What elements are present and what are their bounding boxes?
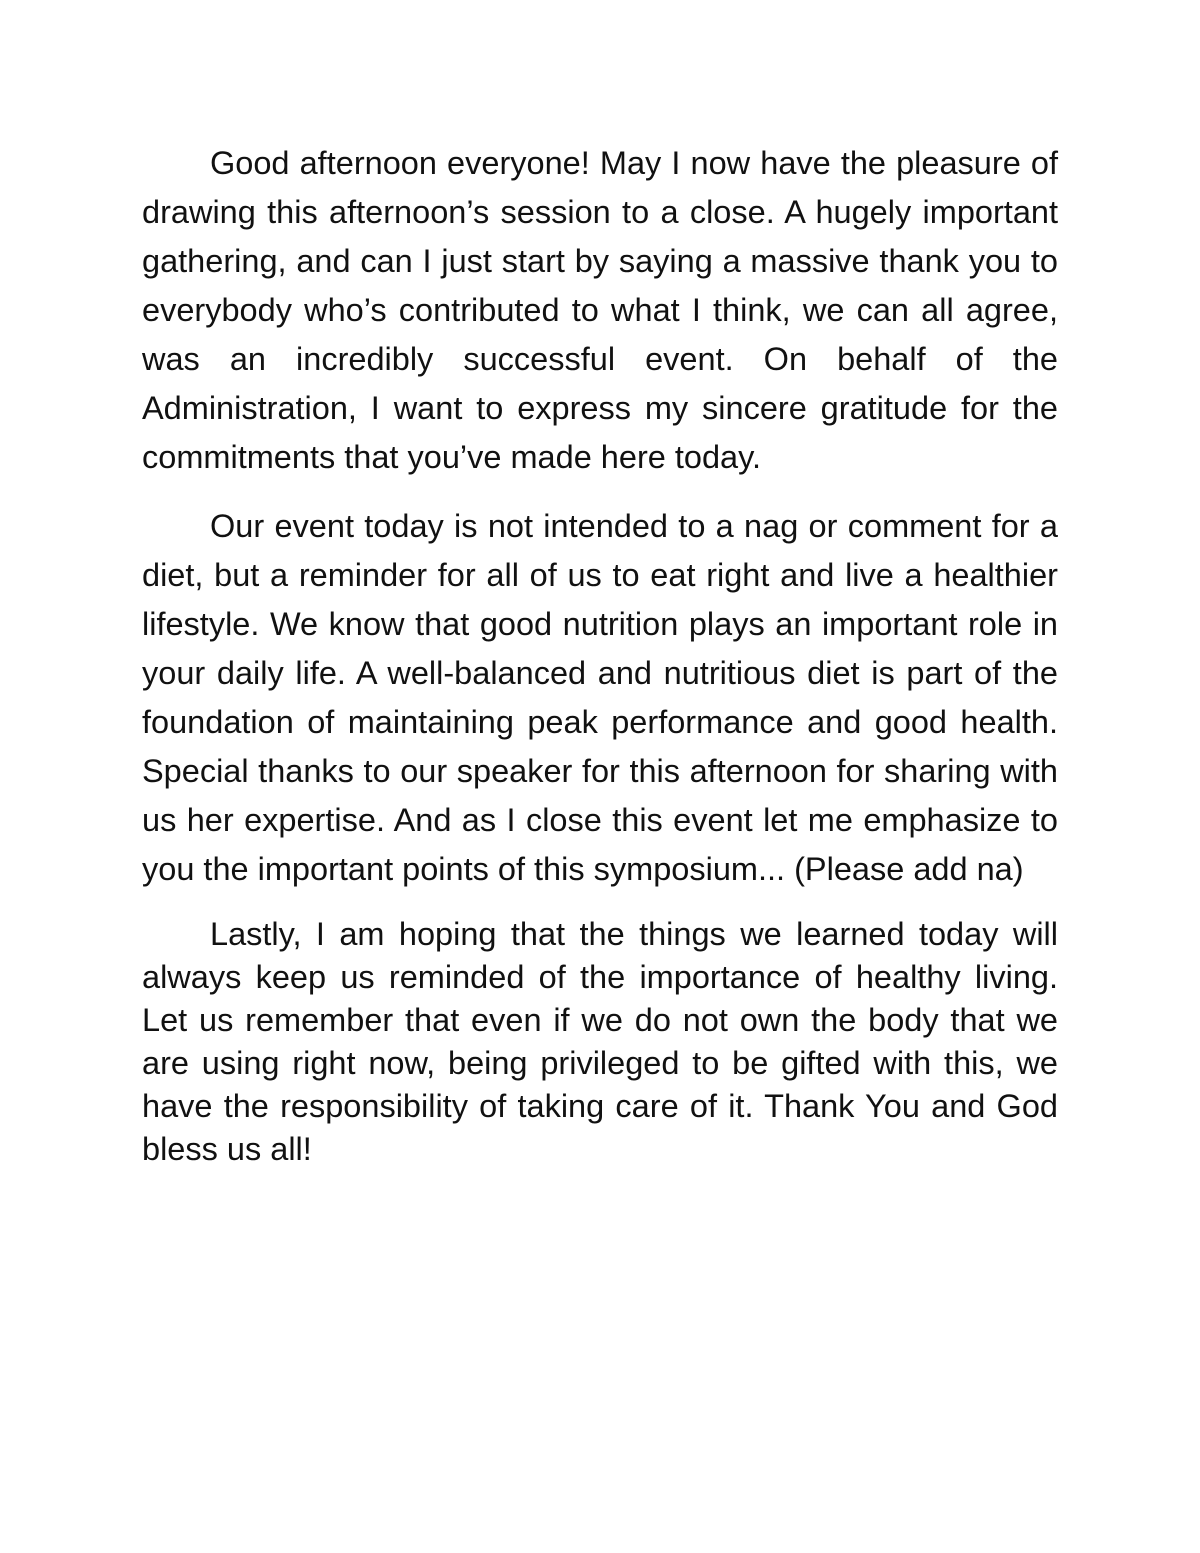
paragraph-closing: Lastly, I am hoping that the things we learned today will always keep us reminded of the importance of healthy living. Let us remember that even if we do not own the body that we are using right now, being privileged to be gifted with this, we have the responsibility of taking care of it. Thank You and God bless us all! [142,916,1058,1167]
paragraph-event-purpose: Our event today is not intended to a nag or comment for a diet, but a reminder for all of us to eat right and live a healthier lifestyle. We know that good nutrition plays an important role in your daily life. A well-balanced and nutritious diet is part of the foundation of maintaining peak performance and good health. Special thanks to our speaker for this afternoon for sharing with us her expertise. And as I close this event let me emphasize to you the important points of this symposium... (Please add na) [142,508,1058,887]
paragraph-opening: Good afternoon everyone! May I now have the pleasure of drawing this afternoon’s session to a close. A hugely important gathering, and can I just start by saying a massive thank you to everybody who’s contributed to what I think, we can all agree, was an incredibly successful event. On behalf of the Administration, I want to express my sincere gratitude for the commitments that you’ve made here today. [142,145,1058,475]
document-body [142,139,1058,1171]
